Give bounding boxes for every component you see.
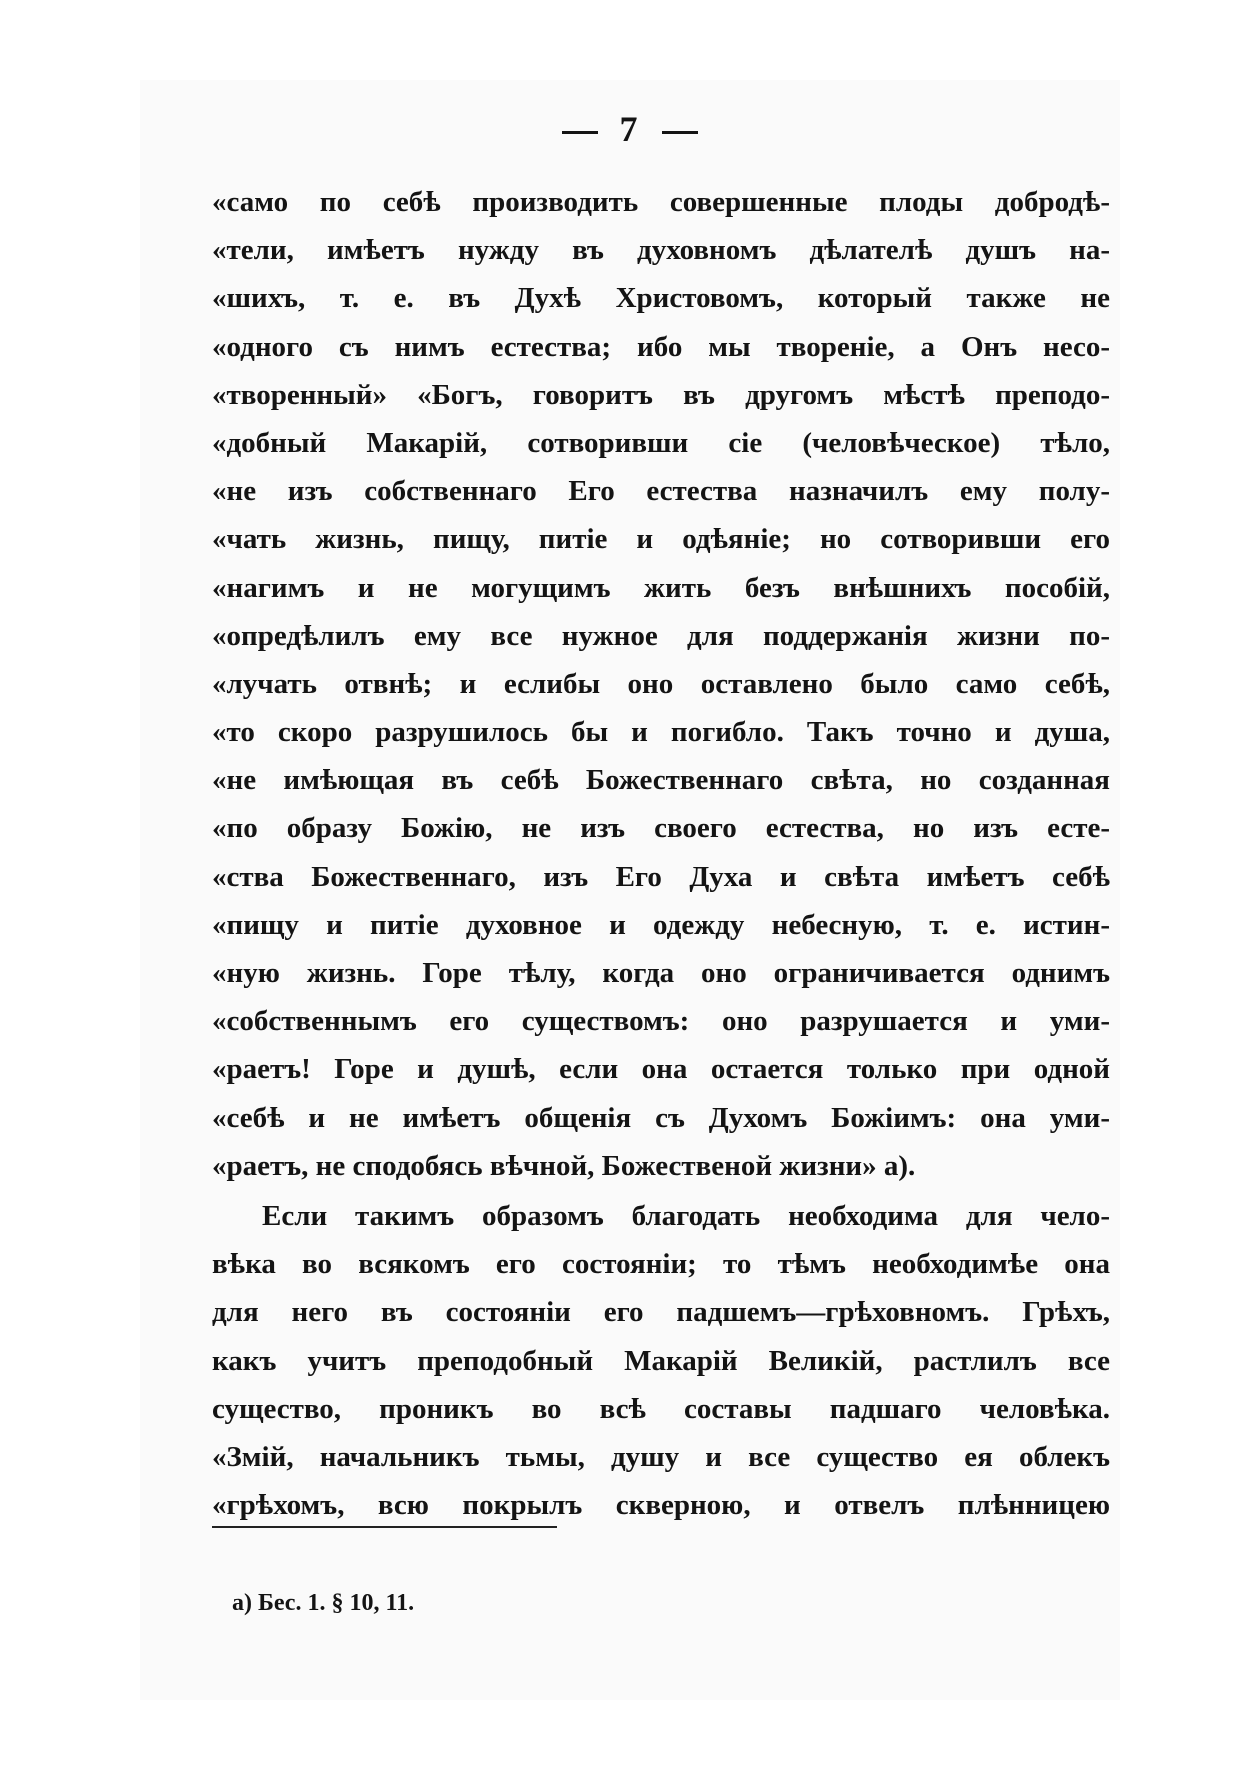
paragraph-2 — [212, 1192, 1110, 1529]
paragraph-1 — [212, 178, 1110, 1190]
right-dash — [662, 131, 698, 134]
text-line: «не изъ собственнаго Его естества назначилъ ему полу- — [212, 475, 1110, 508]
footnote: а) Бес. 1. § 10, 11. — [232, 1590, 415, 1616]
text-line: «шихъ, т. е. въ Духѣ Христовомъ, который также не — [212, 282, 1110, 315]
text-line: вѣка во всякомъ его состояніи; то тѣмъ необходимѣе она — [212, 1248, 1110, 1281]
page-number-header — [0, 108, 1259, 150]
text-line: «лучать отвнѣ; и еслибы оно оставлено было само себѣ, — [212, 667, 1110, 700]
text-line: «пищу и питіе духовное и одежду небесную, т. е. истин- — [212, 908, 1110, 941]
text-line: «раетъ, не сподобясь вѣчной, Божественой жизни» а). — [212, 1149, 916, 1182]
text-line: «опредѣлилъ ему все нужное для поддержанія жизни по- — [212, 619, 1110, 652]
text-line: «тели, имѣетъ нужду въ духовномъ дѣлателѣ душъ на- — [212, 234, 1110, 267]
text-line: «ства Божественнаго, изъ Его Духа и свѣта имѣетъ себѣ — [212, 860, 1110, 893]
text-line: «творенный» «Богъ, говоритъ въ другомъ мѣстѣ преподо- — [212, 378, 1110, 411]
footnote-divider — [212, 1526, 557, 1528]
text-line: для него въ состояніи его падшемъ—грѣховномъ. Грѣхъ, — [212, 1296, 1110, 1329]
text-line: «чать жизнь, пищу, питіе и одѣяніе; но сотворивши его — [212, 523, 1110, 556]
text-line: «по образу Божію, не изъ своего естества, но изъ есте- — [212, 812, 1110, 845]
text-line: «само по себѣ производить совершенные плоды добродѣ- — [212, 186, 1110, 218]
text-line: «то скоро разрушилось бы и погибло. Такъ точно и душа, — [212, 716, 1110, 749]
text-line: «нагимъ и не могущимъ жить безъ внѣшнихъ пособій, — [212, 571, 1110, 604]
text-line: «ную жизнь. Горе тѣлу, когда оно ограничивается однимъ — [212, 957, 1110, 989]
text-line: какъ учитъ преподобный Макарій Великій, растлилъ все — [212, 1344, 1110, 1377]
text-line: «себѣ и не имѣетъ общенія съ Духомъ Божіимъ: она уми- — [212, 1101, 1110, 1134]
page-number: 7 — [619, 109, 640, 149]
text-line: «раетъ! Горе и душѣ, если она остается только при одной — [212, 1053, 1110, 1086]
text-line: «одного съ нимъ естества; ибо мы твореніе, а Онъ несо- — [212, 330, 1110, 363]
text-line: существо, проникъ во всѣ составы падшаго человѣка. — [212, 1392, 1110, 1425]
text-line: «добный Макарій, сотворивши сіе (человѣческое) тѣло, — [212, 426, 1110, 459]
text-line: «Змій, начальникъ тьмы, душу и все существо ея облекъ — [212, 1440, 1110, 1473]
body-text — [212, 178, 1110, 1529]
text-line: «собственнымъ его существомъ: оно разрушается и уми- — [212, 1005, 1110, 1038]
left-dash — [562, 131, 598, 134]
text-line: «не имѣющая въ себѣ Божественнаго свѣта, но созданная — [212, 764, 1110, 797]
text-line: «грѣхомъ, всю покрылъ скверною, и отвелъ плѣнницею — [212, 1489, 1110, 1522]
text-line: Если такимъ образомъ благодать необходима для чело- — [262, 1199, 1110, 1232]
